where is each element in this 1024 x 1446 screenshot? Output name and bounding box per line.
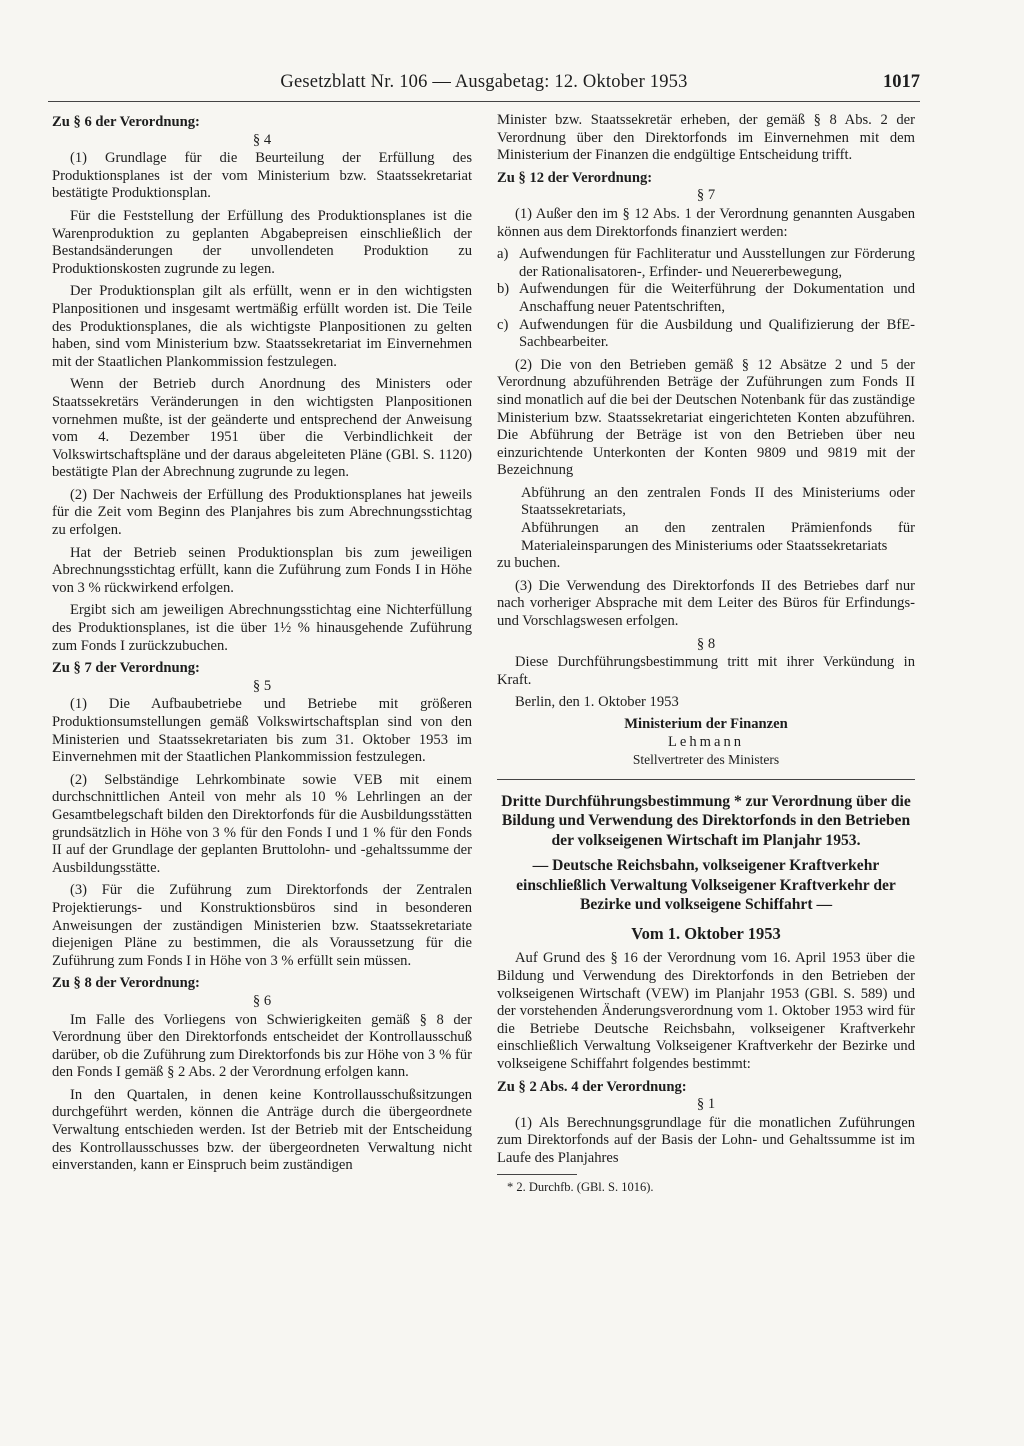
enumerated-list [497,246,915,352]
body-text: zu buchen. [497,555,561,572]
list-text: Aufwendungen für die Ausbildung und Qualifizierung der BfE-Sachbearbeiter. [519,316,915,351]
section-heading: Zu § 6 der Verordnung: [52,114,200,130]
body-text: Auf Grund des § 16 der Verordnung vom 16. April 1953 über die Bildung und Verwendung des Direktorfonds in den Betrieben der volkseigenen Wirtschaft (VEW) im Planjahr 1953 (GBl. S. 589) und der vorstehenden Änderungsverordnung vom 1. Oktober 1953 wird für die Betriebe Deutsche Reichsbahn, volkseigener Kraftverkehr einschließlich Verwaltung Volkseigener Kraftverkehr der Bezirke und volkseigene Schiffahrt folgendes bestimmt: [497,950,915,1072]
list-item [497,281,915,316]
body-text: Hat der Betrieb seinen Produktionsplan bis zum jeweiligen Abrechnungsstichtag erfüllt, kann die Zuführung zum Fonds I in Höhe von 3 % rückwirkend erfolgen. [52,544,472,596]
footnote-rule [497,1174,577,1175]
body-text: (1) Grundlage für die Beurteilung der Erfüllung des Produktionsplanes ist der vom Ministerium bzw. Staatssekretariat bestätigte Produktionsplan. [52,150,472,202]
account-designation: Abführung an den zentralen Fonds II des Ministeriums oder Staatssekretariats, [521,484,915,519]
list-item [497,246,915,281]
signature-organization: Ministerium der Finanzen [624,716,788,732]
body-text: (1) Als Berechnungsgrundlage für die monatlichen Zuführungen zum Direktorfonds auf der Basis der Lohn- und Gehaltssumme ist im Laufe des Planjahres [497,1114,915,1166]
section-heading: Zu § 8 der Verordnung: [52,975,200,992]
body-text: (3) Für die Zuführung zum Direktorfonds der Zentralen Projektierungs- und Konstruktionsbüros sind in besonderen Anweisungen der zuständigen Ministerien bzw. Staatssekretariate diejenigen Pläne zu bestimmen, die als Voraussetzung für die Zuführung zum Fonds I in Höhe von 3 % erfüllt sein müssen. [52,882,472,969]
left-column [52,112,472,1180]
right-column [497,112,915,1196]
body-text: In den Quartalen, in denen keine Kontrollausschußsitzungen durchgeführt werden, können die Anträge durch die übergeordnete Verwaltung entschieden werden. Ist der Betrieb mit der Entscheidung des Kontrollausschusses bzw. der übergeordneten Verwaltung nicht einverstanden, kann er Einspruch beim zuständigen [52,1086,472,1174]
paragraph-number: § 7 [696,187,716,204]
body-text: Ergibt sich am jeweiligen Abrechnungsstichtag eine Nichterfüllung des Produktionsplanes, ist die über 1½ % hinausgehende Zuführung zum Fonds I zurückzubuchen. [52,602,472,654]
body-text: (2) Der Nachweis der Erfüllung des Produktionsplanes hat jeweils für die Zeit vom Beginn des Planjahres bis zum Abrechnungsstichtag zu erfolgen. [52,486,472,539]
body-text: (1) Außer den im § 12 Abs. 1 der Verordnung genannten Ausgaben können aus dem Direktorfonds finanziert werden: [497,205,915,240]
list-marker: b) [497,281,510,298]
section-heading: Zu § 2 Abs. 4 der Verordnung: [497,1078,687,1095]
list-text: Aufwendungen für Fachliteratur und Ausstellungen zur Förderung der Rationalisatoren-, Erfinder- und Neuererbewegung, [519,246,915,280]
section-heading: Zu § 12 der Verordnung: [497,169,653,186]
signature-role: Stellvertreter des Ministers [632,752,780,768]
regulation-date: Vom 1. Oktober 1953 [631,923,781,943]
body-text: (2) Die von den Betrieben gemäß § 12 Absätze 2 und 5 der Verordnung abzuführenden Beträge der Zuführungen zum Fonds II sind monatlich auf die bei der Deutschen Notenbank für das zuständige Ministerium bzw. Staatssekretariat eingerichteten Konten abzuführen. Die Abführung der Beträge ist von den Betrieben über neu einzurichtende Unterkonten der Konten 9809 und 9819 mit der Bezeichnung [497,356,915,479]
body-text: Diese Durchführungsbestimmung tritt mit ihrer Verkündung in Kraft. [497,654,915,688]
body-text: Für die Feststellung der Erfüllung des Produktionsplanes ist die Warenproduktion zu geplanten Abgabepreisen einschließlich der Bestandsänderungen der unvollendeten Produktion zu Produktionskosten zugrunde zu legen. [52,207,472,277]
account-designation: Abführungen an den zentralen Prämienfonds für Materialeinsparungen des Ministeriums oder Staatssekretariats [521,520,915,554]
page-header [48,74,920,100]
body-text: Im Falle des Vorliegens von Schwierigkeiten gemäß § 8 der Verordnung über den Direktorfonds entscheidet der Kontrollausschuß darüber, ob die Zuführung zum Direktorfonds bis zur Höhe von 3 % für den Fonds I gemäß § 2 Abs. 2 der Verordnung erfolgen kann. [52,1011,472,1081]
page-number: 1017 [883,72,920,92]
section-heading: Zu § 7 der Verordnung: [52,660,200,677]
header-rule [48,101,920,102]
paragraph-number: § 6 [252,992,272,1009]
paragraph-number: § 1 [696,1096,716,1113]
section-divider [497,779,915,780]
list-text: Aufwendungen für die Weiterführung der Dokumentation und Anschaffung neuer Patentschriften, [519,281,915,315]
list-item [497,317,915,352]
body-text: Der Produktionsplan gilt als erfüllt, wenn er in den wichtigsten Planpositionen und insgesamt wertmäßig erfüllt worden ist. Die Teile des Produktionsplanes, die als wichtigste Planpositionen zu gelten haben, sind vom Ministerium bzw. Staatssekretariat im Einvernehmen mit der Staatlichen Plankommission festzulegen. [52,283,472,370]
body-text: Minister bzw. Staatssekretär erheben, der gemäß § 8 Abs. 2 der Verordnung über den Direktorfonds im Einvernehmen mit dem Ministerium der Finanzen die endgültige Entscheidung trifft. [497,112,915,164]
paragraph-number: § 4 [252,131,272,148]
signature-name: Lehmann [667,733,745,750]
footnote: * 2. Durchfb. (GBl. S. 1016). [507,1179,654,1194]
regulation-title: Dritte Durchführungsbestimmung * zur Verordnung über die Bildung und Verwendung des Direktorfonds in den Betrieben der volkseigenen Wirtschaft im Planjahr 1953. [501,792,911,849]
place-date: Berlin, den 1. Oktober 1953 [515,694,679,711]
body-text: (2) Selbständige Lehrkombinate sowie VEB mit einem durchschnittlichen Anteil von mehr als 10 % Lehrlingen an der Gesamtbelegschaft bilden den Direktorfonds für die Ausbildungsstätten grundsätzlich in Höhe von 3 % für den Fonds I und 1 % für den Fonds II auf der Grundlage der geplanten Bruttolohn- und -gehaltssumme der Ausbildungsstätte. [52,771,472,876]
list-marker: a) [497,246,509,263]
regulation-subtitle: — Deutsche Reichsbahn, volkseigener Kraftverkehr einschließlich Verwaltung Volkseigener Kraftverkehr der Bezirke und volkseigene Schiffahrt — [516,857,896,914]
body-text: (3) Die Verwendung des Direktorfonds II des Betriebes darf nur nach vorheriger Absprache mit dem Leiter des Büros für Erfindungs- und Vorschlagswesen erfolgen. [497,577,915,630]
paragraph-number: § 8 [696,635,716,652]
body-text: Wenn der Betrieb durch Anordnung des Ministers oder Staatssekretärs Veränderungen in den wichtigsten Planpositionen vornehmen mußte, ist der geänderte und entsprechend der Anweisung vom 4. Dezember 1951 über die Verbindlichkeit der Volkswirtschaftspläne und der daraus abgeleiteten Pläne (GBl. S. 1120) bestätigte Plan der Abrechnung zugrunde zu legen. [52,376,472,481]
body-text: (1) Die Aufbaubetriebe und Betriebe mit größeren Produktionsumstellungen gemäß Volkswirtschaftsplan sind von den Ministerien und Staatssekretariaten bis zum 31. Oktober 1953 im Einvernehmen mit der Staatlichen Plankommission festzulegen. [52,696,472,766]
gazette-title: Gesetzblatt Nr. 106 — Ausgabetag: 12. Oktober 1953 [280,72,688,92]
list-marker: c) [497,316,509,333]
paragraph-number: § 5 [252,677,272,694]
